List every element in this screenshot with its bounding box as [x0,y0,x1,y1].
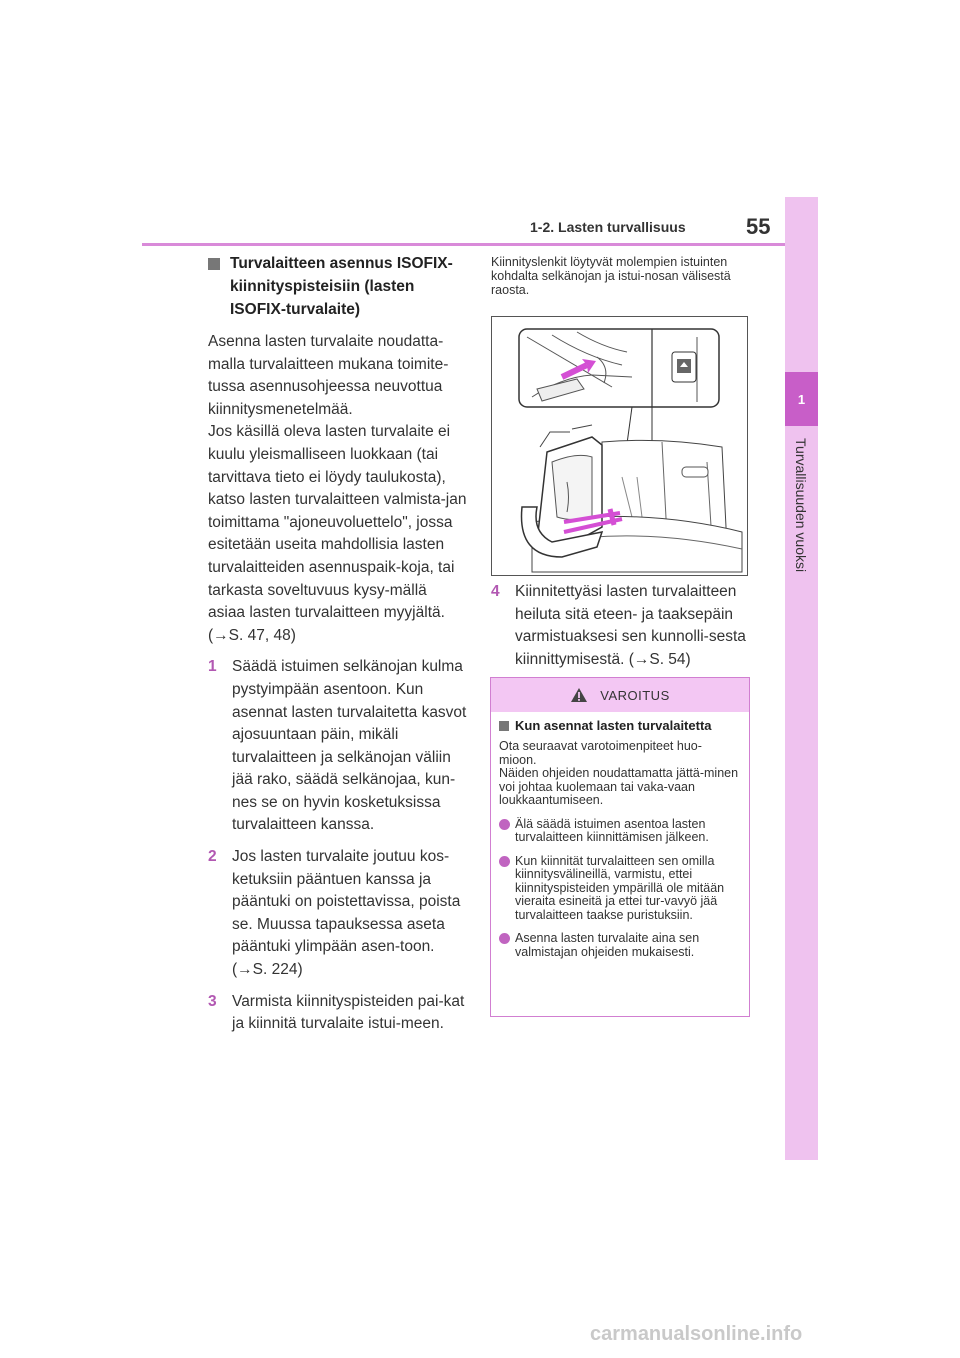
chapter-tab [785,197,818,1160]
section-heading-text: Turvalaitteen asennus ISOFIX-kiinnityspisteisiin (lasten ISOFIX-turvalaite) [230,255,453,318]
step-1 [208,656,468,837]
step-number: 2 [208,848,217,866]
warning-box [490,677,750,1017]
bullet-dot-icon [499,933,510,944]
warning-heading [499,718,739,734]
warning-header [491,678,749,712]
warning-item-text: Älä säädä istuimen asentoa lasten turvalaitteen kiinnittämisen jälkeen. [515,816,709,844]
step-text: Säädä istuimen selkänojan kulma pystyimpään asentoon. Kun asennat lasten turvalaitetta kasvot ajosuuntaan päin, mikäli turvalaitteen ja selkänojan väliin jää rako, säädä selkänojaa, kun-nes se on hyvin kosketuksissa turvalaitteen kanssa. [232,658,467,834]
warning-text-1: Ota seuraavat varotoimenpiteet huo-mioon. [499,739,702,767]
step-number: 1 [208,658,217,676]
right-column [491,255,751,297]
footer-watermark: carmanualsonline.info [590,1323,803,1345]
step-2 [208,846,468,982]
warning-text [499,740,739,808]
warning-item-text: Kun kiinnität turvalaitteen sen omilla kiinnitysvälineillä, varmistu, ettei kiinnityspisteiden ympärillä ole mitään vieraita esineitä ja ettei tur-vavyö jää turvalaitteen taakse puristuksiin. [515,853,725,922]
step-text: Kiinnitettyäsi lasten turvalaitteen heiluta sitä eteen- ja taaksepäin varmistuaksesi sen kunnolli-sesta kiinnittymisestä. (→S. 54) [515,583,746,668]
seat-illustration [492,317,747,575]
step-3 [208,991,468,1036]
bullet-dot-icon [499,819,510,830]
chapter-number: 1 [785,372,818,426]
figure-caption: Kiinnityslenkit löytyvät molempien istuinten kohdalta selkänojan ja istui-nosan välisestä raosta. [491,255,731,297]
step-4-block [491,581,753,671]
warning-title: VAROITUS [600,687,670,703]
step-text: Jos lasten turvalaite joutuu kos-ketuksiin pääntuen kanssa ja pääntuki on poistettavissa, poista se. Muussa tapauksessa aseta pääntuki ylimpään asen-toon. (→S. 224) [232,848,461,979]
isofix-illustration [491,316,748,576]
step-number: 3 [208,992,217,1010]
header-rule [142,243,785,246]
page-number: 55 [746,214,771,239]
warning-heading-text: Kun asennat lasten turvalaitetta [515,718,712,733]
square-bullet-icon [499,721,509,731]
section-title: 1-2. Lasten turvallisuus [530,219,686,235]
intro-paragraph [208,331,468,647]
warning-body [491,712,749,959]
chapter-title: Turvallisuuden vuoksi [793,438,809,573]
warning-triangle-icon [570,687,588,703]
step-number: 4 [491,583,500,600]
section-heading [208,252,468,321]
square-bullet-icon [208,258,220,270]
bullet-dot-icon [499,856,510,867]
intro-text-2: Jos käsillä oleva lasten turvalaite ei kuulu yleismalliseen luokkaan (tai tarvittava tieto ei löydy taulukosta), katso lasten turvalaitteen valmista-jan toimittama "ajoneuvoluettelo", jossa esitetään useita mahdollisia lasten turvalaitteiden asennuspaik-koja, tai tarkasta soveltuvuus kysy-mällä asiaa lasten turvalaitteen myyjältä. (→S. 47, 48) [208,423,467,644]
step-4 [491,581,753,671]
warning-item [499,932,739,959]
warning-text-2: Näiden ohjeiden noudattamatta jättä-minen voi johtaa kuolemaan tai vaka-vaan loukkaantumiseen. [499,766,739,807]
intro-text-1: Asenna lasten turvalaite noudatta-malla turvalaitteen mukana toimite-tussa asennusohjeessa neuvottua kiinnitysmenetelmää. [208,333,449,418]
warning-item-text: Asenna lasten turvalaite aina sen valmistajan ohjeiden mukaisesti. [515,931,700,959]
warning-item [499,818,739,845]
step-text: Varmista kiinnityspisteiden pai-kat ja kiinnitä turvalaite istui-meen. [232,992,465,1033]
left-column [208,252,468,1036]
warning-item [499,855,739,923]
